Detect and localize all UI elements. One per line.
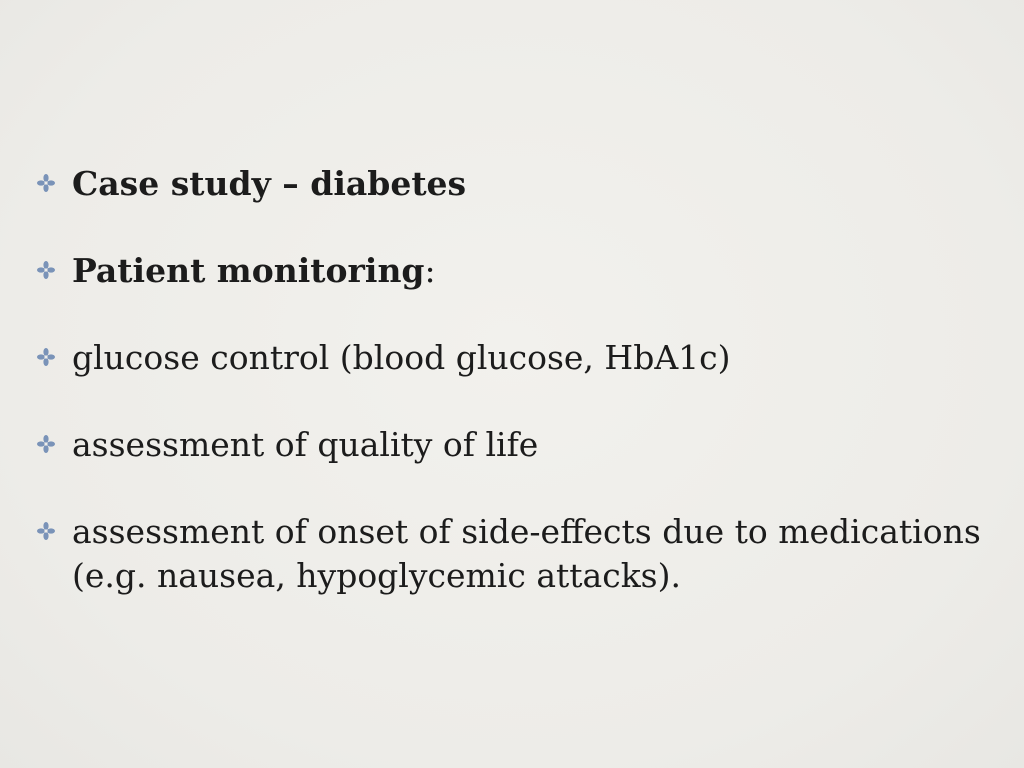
bullet-text: Patient monitoring xyxy=(72,251,425,290)
flower-bullet-icon xyxy=(36,173,56,193)
flower-bullet-icon xyxy=(36,521,56,541)
flower-bullet-icon xyxy=(36,434,56,454)
flower-bullet-icon xyxy=(36,260,56,280)
bullet-text: assessment of quality of life xyxy=(72,425,539,464)
bullet-item-patient-monitoring xyxy=(36,249,996,293)
flower-bullet-icon xyxy=(36,347,56,367)
bullet-item-glucose-control xyxy=(36,336,996,380)
bullet-text: assessment of onset of side-effects due to medications (e.g. nausea, hypoglycemic attacks). xyxy=(72,512,981,595)
bullet-item-quality-of-life xyxy=(36,423,996,467)
bullet-text: glucose control (blood glucose, HbA1c) xyxy=(72,338,731,377)
bullet-item-side-effects xyxy=(36,510,996,598)
bullet-item-case-study xyxy=(36,162,996,206)
bullet-list xyxy=(36,162,996,598)
bullet-text: Case study – diabetes xyxy=(72,164,467,203)
bullet-suffix: : xyxy=(424,251,436,290)
